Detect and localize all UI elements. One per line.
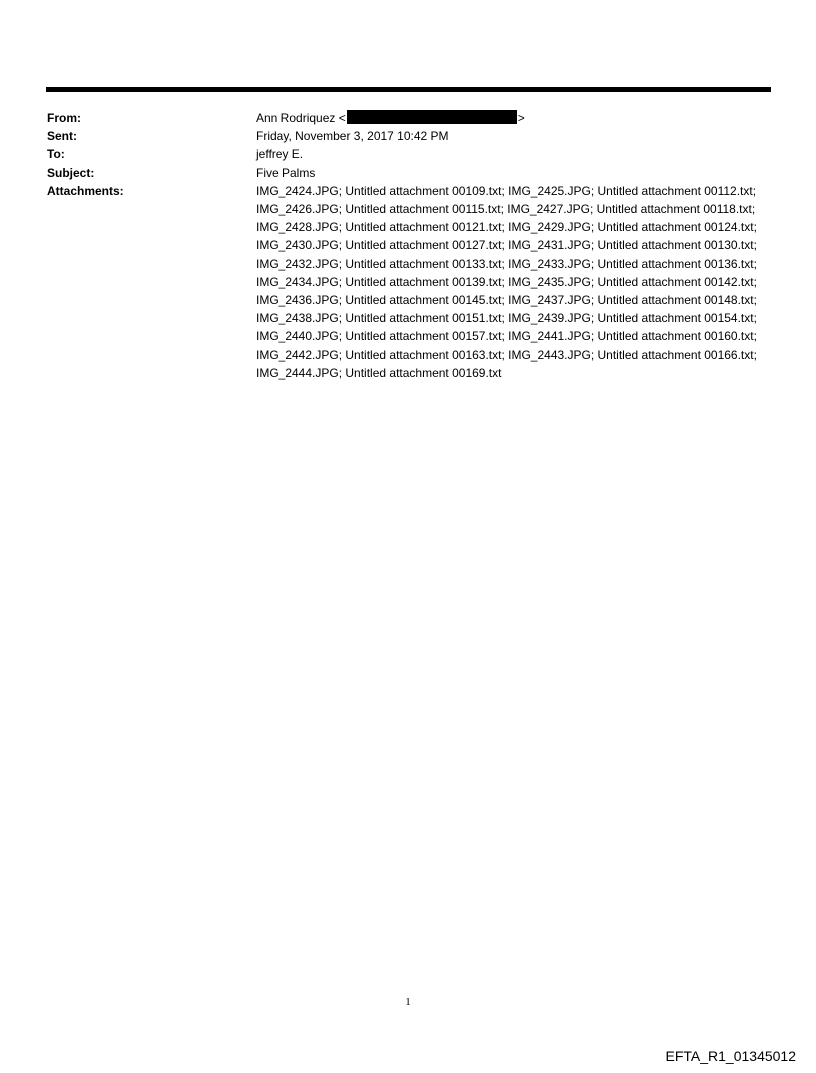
document-id: EFTA_R1_01345012 — [665, 1048, 796, 1064]
from-value — [256, 109, 764, 127]
sent-label: Sent: — [47, 129, 77, 144]
sent-row — [47, 127, 767, 145]
to-value: jeffrey E. — [256, 147, 304, 162]
to-label: To: — [47, 147, 65, 162]
from-row — [47, 109, 767, 127]
email-header — [47, 109, 767, 382]
attachments-value: IMG_2424.JPG; Untitled attachment 00109.txt; IMG_2425.JPG; Untitled attachment 00112.txt; IMG_2426.JPG; Untitled attachment 00115.txt; IMG_2427.JPG; Untitled attachment 00118.txt; IMG_2428.JPG; Untitled attachment 00121.txt; IMG_2429.JPG; Untitled attachment 00124.txt; IMG_2430.JPG; Untitled attachment 00127.txt; IMG_2431.JPG; Untitled attachment 00130.txt; IMG_2432.JPG; Untitled attachment 00133.txt; IMG_2433.JPG; Untitled attachment 00136.txt; IMG_2434.JPG; Untitled attachment 00139.txt; IMG_2435.JPG; Untitled attachment 00142.txt; IMG_2436.JPG; Untitled attachment 00145.txt; IMG_2437.JPG; Untitled attachment 00148.txt; IMG_2438.JPG; Untitled attachment 00151.txt; IMG_2439.JPG; Untitled attachment 00154.txt; IMG_2440.JPG; Untitled attachment 00157.txt; IMG_2441.JPG; Untitled attachment 00160.txt; IMG_2442.JPG; Untitled attachment 00163.txt; IMG_2443.JPG; Untitled attachment 00166.txt; IMG_2444.JPG; Untitled attachment 00169.txt — [256, 183, 757, 380]
subject-label: Subject: — [47, 165, 95, 180]
redacted-email-address — [347, 110, 517, 124]
sent-value: Friday, November 3, 2017 10:42 PM — [256, 129, 449, 144]
from-name: Ann Rodriquez < — [256, 111, 346, 125]
subject-row — [47, 164, 767, 182]
attachments-row — [47, 182, 767, 382]
from-label: From: — [47, 111, 81, 125]
from-close-bracket: > — [517, 111, 525, 125]
header-divider — [46, 87, 771, 92]
page-number: 1 — [405, 996, 411, 1008]
subject-value: Five Palms — [256, 165, 316, 180]
to-row — [47, 145, 767, 163]
attachments-label: Attachments: — [47, 183, 124, 198]
